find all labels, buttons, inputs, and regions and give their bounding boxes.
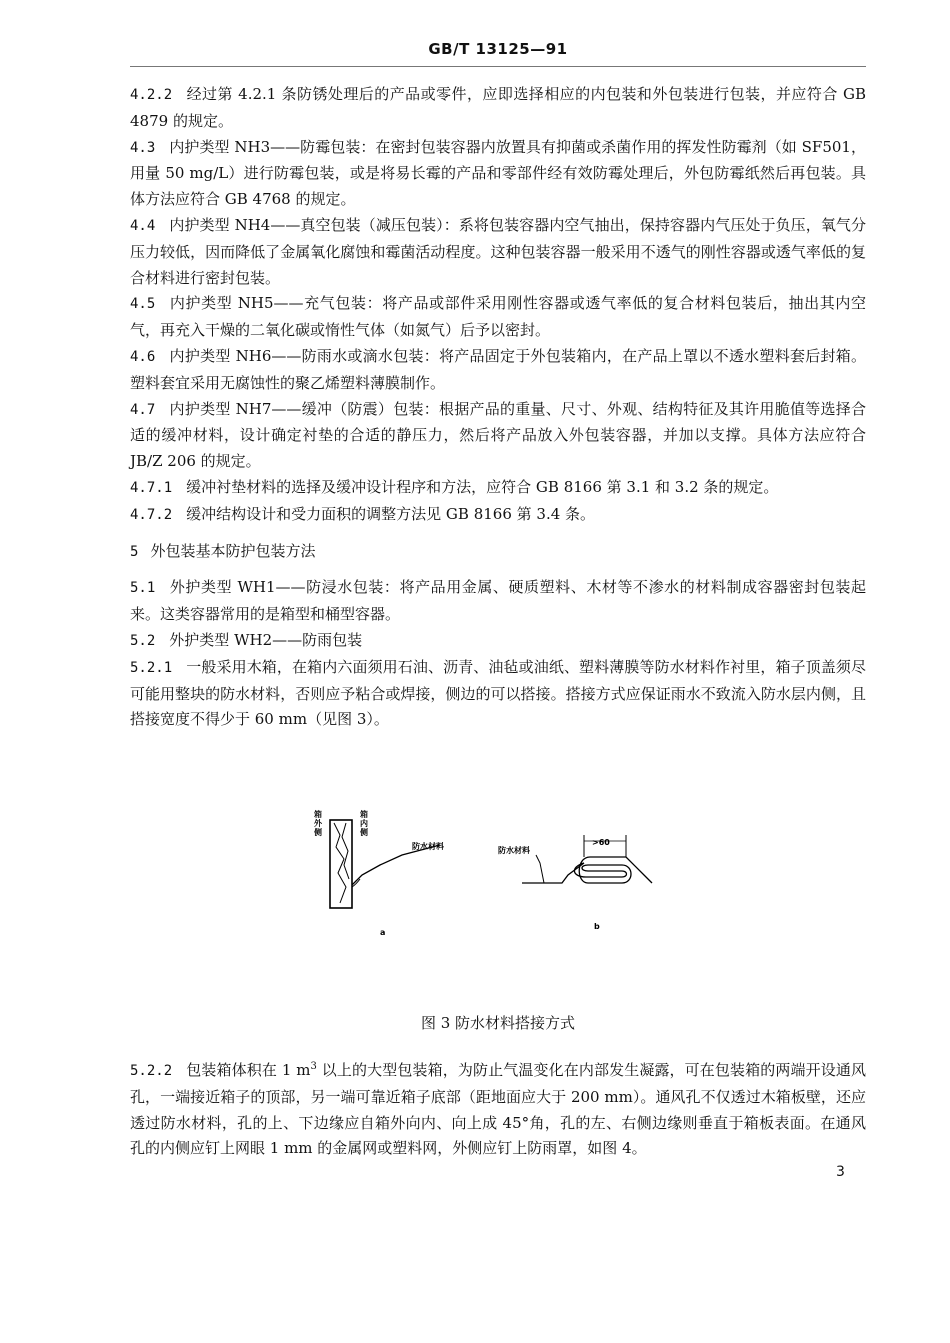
label-outer-char: 箱 bbox=[314, 810, 322, 819]
clause-text: 内护类型 NH3——防霉包装：在密封包装容器内放置具有抑菌或杀菌作用的挥发性防霉剂（如 SF501，用量 50 mg/L）进行防霉包装，或是将易长霉的产品和零部件经有效防霉处理后，外包防霉纸然后再包装。具体方法应符合 GB 4768 的规定。 bbox=[130, 137, 866, 209]
clause-number: 4.7.2 bbox=[130, 506, 173, 523]
label-outer-char: 外 bbox=[314, 819, 322, 828]
section-number: 5 bbox=[130, 543, 139, 560]
clause-5-2-1 bbox=[130, 655, 866, 733]
standard-number-header: GB/T 13125—91 bbox=[428, 40, 568, 58]
clause-number: 4.2.2 bbox=[130, 87, 173, 103]
clause-number: 4.6 bbox=[130, 348, 156, 365]
clause-text: 外护类型 WH2——防雨包装 bbox=[169, 630, 363, 649]
label-inner-char: 箱 bbox=[360, 810, 368, 819]
body-text-continued bbox=[130, 1058, 866, 1162]
clause-4-6 bbox=[130, 344, 866, 397]
clause-5-2-2 bbox=[130, 1058, 866, 1162]
label-waterproof-material-b: 防水材料 bbox=[498, 846, 530, 855]
clause-5-1 bbox=[130, 575, 866, 628]
label-inner-char: 侧 bbox=[360, 828, 368, 837]
clause-4-7-1 bbox=[130, 475, 866, 502]
header-rule bbox=[130, 66, 866, 67]
clause-text-part2: 以上的大型包装箱，为防止气温变化在内部发生凝露，可在包装箱的两端开设通风孔，一端接近箱子的顶部，另一端可靠近箱子底部（距地面应大于 200 mm）。通风孔不仅透过木箱板壁，还应透过防水材料，孔的上、下边缘应自箱外向内、向上成 45°角，孔的左、右侧边缘则垂直于箱板表面。在通风孔的内侧应钉上网眼 1 mm 的金属网或塑料网，外侧应钉上防雨罩，如图 4。 bbox=[130, 1061, 866, 1158]
clause-number: 4.4 bbox=[130, 217, 156, 234]
clause-4-7 bbox=[130, 397, 866, 475]
label-box-outer-side bbox=[313, 809, 325, 837]
clause-number: 5.2.2 bbox=[130, 1063, 173, 1079]
clause-text: 缓冲衬垫材料的选择及缓冲设计程序和方法，应符合 GB 8166 第 3.1 和 3.2 条的规定。 bbox=[186, 477, 779, 496]
superscript-cubic: 3 bbox=[310, 1061, 317, 1072]
section-5-title bbox=[130, 539, 866, 566]
figure-sub-a: a bbox=[380, 928, 386, 937]
figure-sub-b: b bbox=[594, 922, 600, 931]
clause-number: 4.3 bbox=[130, 139, 156, 156]
clause-5-2 bbox=[130, 628, 866, 655]
page-number: 3 bbox=[836, 1164, 845, 1180]
clause-text: 经过第 4.2.1 条防锈处理后的产品或零件，应即选择相应的内包装和外包装进行包装，并应符合 GB 4879 的规定。 bbox=[130, 85, 866, 130]
clause-number: 4.7 bbox=[130, 401, 156, 418]
clause-number: 4.7.1 bbox=[130, 479, 173, 496]
figure-3-caption: 图 3 防水材料搭接方式 bbox=[420, 1014, 576, 1032]
clause-number: 5.2 bbox=[130, 632, 156, 649]
box-wall bbox=[330, 820, 352, 908]
clause-4-3 bbox=[130, 135, 866, 213]
clause-4-7-2 bbox=[130, 502, 866, 529]
clause-4-4 bbox=[130, 213, 866, 291]
clause-text: 内护类型 NH7——缓冲（防震）包装：根据产品的重量、尺寸、外观、结构特征及其许用脆值等选择合适的缓冲材料，设计确定衬垫的合适的静压力，然后将产品放入外包装容器，并加以支撑。具体方法应符合 JB/Z 206 的规定。 bbox=[130, 399, 866, 471]
section-title-text: 外包装基本防护包装方法 bbox=[150, 541, 316, 560]
lap-joint-folds bbox=[574, 857, 652, 883]
clause-text: 外护类型 WH1——防浸水包装：将产品用金属、硬质塑料、木材等不渗水的材料制成容器密封包装起来。这类容器常用的是箱型和桶型容器。 bbox=[130, 578, 866, 624]
dimension-label: >60 bbox=[592, 838, 610, 847]
clause-4-5 bbox=[130, 291, 866, 344]
label-waterproof-material-a: 防水材料 bbox=[412, 842, 444, 851]
figure-3-diagram bbox=[300, 795, 660, 955]
clause-text-part1: 包装箱体积在 1 m bbox=[186, 1061, 311, 1079]
clause-4-2-2 bbox=[130, 82, 866, 135]
body-text bbox=[130, 82, 866, 733]
figure-3-svg bbox=[300, 795, 660, 955]
wood-grain bbox=[342, 823, 349, 879]
clause-text: 内护类型 NH4——真空包装（减压包装）：系将包装容器内空气抽出，保持容器内气压处于负压，氧气分压力较低，因而降低了金属氧化腐蚀和霉菌活动程度。这种包装容器一般采用不透气的刚性容器或透气率低的复合材料进行密封包装。 bbox=[130, 215, 866, 287]
clause-text: 缓冲结构设计和受力面积的调整方法见 GB 8166 第 3.4 条。 bbox=[186, 504, 596, 523]
waterproof-material-line bbox=[352, 845, 440, 885]
clause-text: 一般采用木箱，在箱内六面须用石油、沥青、油毡或油纸、塑料薄膜等防水材料作衬里，箱子顶盖须尽可能用整块的防水材料，否则应予粘合或焊接，侧边的可以搭接。搭接方式应保证雨水不致流入防水层内侧，且搭接宽度不得少于 60 mm（见图 3）。 bbox=[130, 657, 866, 729]
label-outer-char: 侧 bbox=[314, 828, 322, 837]
clause-number: 4.5 bbox=[130, 296, 156, 313]
clause-text: 内护类型 NH6——防雨水或滴水包装：将产品固定于外包装箱内，在产品上罩以不透水塑料套后封箱。塑料套宜采用无腐蚀性的聚乙烯塑料薄膜制作。 bbox=[130, 346, 866, 392]
clause-number: 5.2.1 bbox=[130, 659, 173, 676]
clause-text: 内护类型 NH5——充气包装：将产品或部件采用刚性容器或透气率低的复合材料包装后，抽出其内空气，再充入干燥的二氧化碳或惰性气体（如氮气）后予以密封。 bbox=[130, 294, 866, 340]
label-inner-char: 内 bbox=[360, 819, 368, 828]
label-box-inner-side bbox=[359, 809, 371, 837]
clause-number: 5.1 bbox=[130, 580, 156, 597]
leader-line-b bbox=[536, 855, 544, 883]
